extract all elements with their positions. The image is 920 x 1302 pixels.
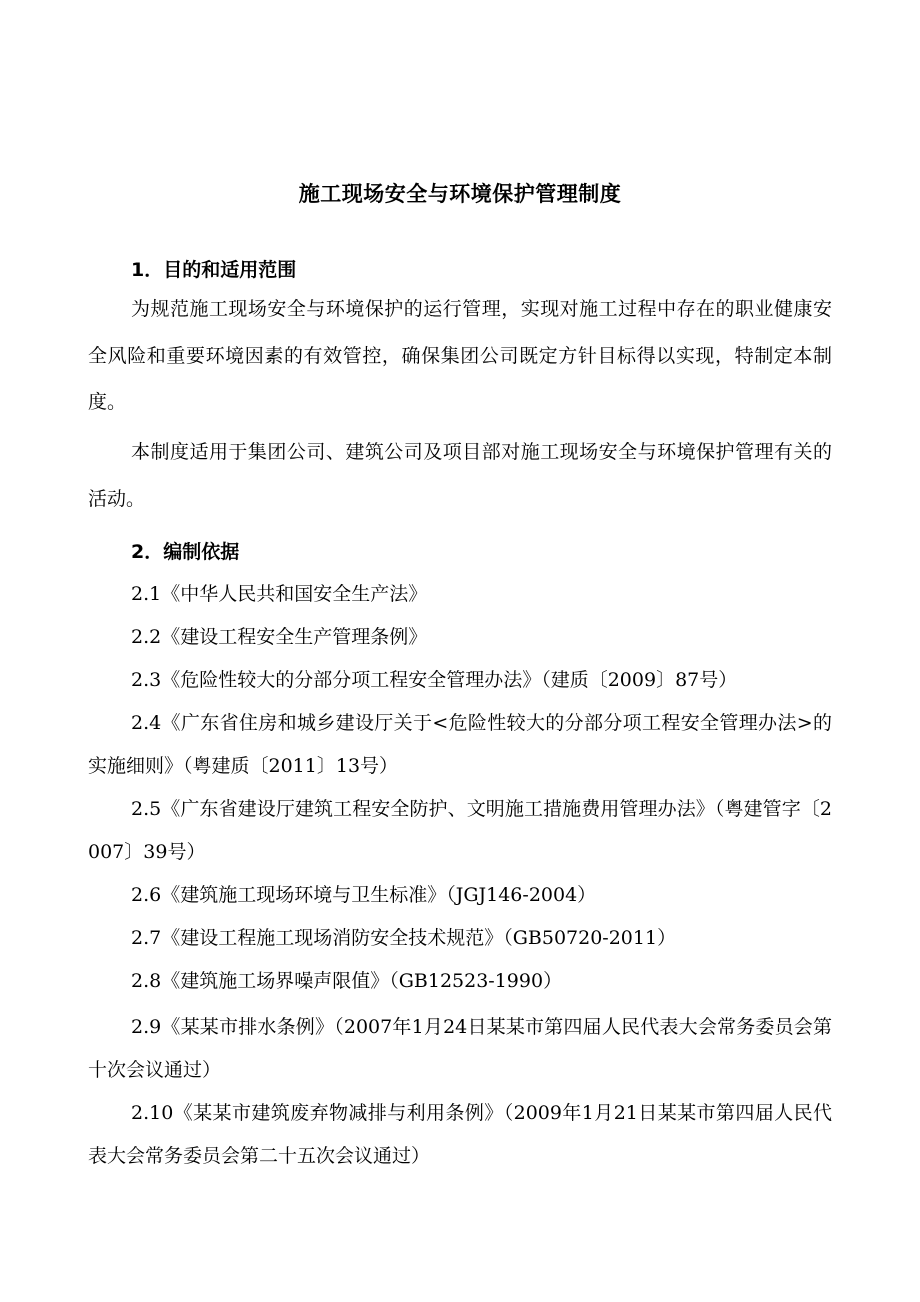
basis-item-2-3: 2.3《危险性较大的分部分项工程安全管理办法》（建质〔2009〕87号） (131, 669, 738, 691)
basis-item-2-5: 2.5《广东省建设厅建筑工程安全防护、文明施工措施费用管理办法》（粤建管字〔2007〕39号） (88, 798, 832, 863)
basis-item-2-6: 2.6《建筑施工现场环境与卫生标准》（JGJ146-2004） (131, 884, 597, 906)
basis-item-2-2: 2.2《建设工程安全生产管理条例》 (131, 626, 428, 648)
paragraph-purpose: 为规范施工现场安全与环境保护的运行管理，实现对施工过程中存在的职业健康安全风险和重要环境因素的有效管控，确保集团公司既定方针目标得以实现，特制定本制度。 (88, 298, 832, 413)
basis-item-2-9: 2.9《某某市排水条例》（2007年1月24日某某市第四届人民代表大会常务委员会第十次会议通过） (88, 1016, 832, 1081)
basis-item-2-1: 2.1《中华人民共和国安全生产法》 (131, 583, 428, 605)
basis-item-2-7: 2.7《建设工程施工现场消防安全技术规范》（GB50720-2011） (131, 927, 677, 949)
document-title: 施工现场安全与环境保护管理制度 (298, 182, 622, 206)
basis-item-2-8: 2.8《建筑施工场界噪声限值》（GB12523-1990） (131, 970, 563, 992)
basis-item-2-10: 2.10《某某市建筑废弃物减排与利用条例》（2009年1月21日某某市第四届人民代表大会常务委员会第二十五次会议通过） (88, 1102, 832, 1167)
basis-item-2-4: 2.4《广东省住房和城乡建设厅关于<危险性较大的分部分项工程安全管理办法>的实施细则》（粤建质〔2011〕13号） (88, 712, 832, 777)
paragraph-scope: 本制度适用于集团公司、建筑公司及项目部对施工现场安全与环境保护管理有关的活动。 (88, 441, 832, 510)
section-heading-basis: 2．编制依据 (131, 541, 240, 563)
section-heading-purpose: 1．目的和适用范围 (131, 259, 297, 281)
